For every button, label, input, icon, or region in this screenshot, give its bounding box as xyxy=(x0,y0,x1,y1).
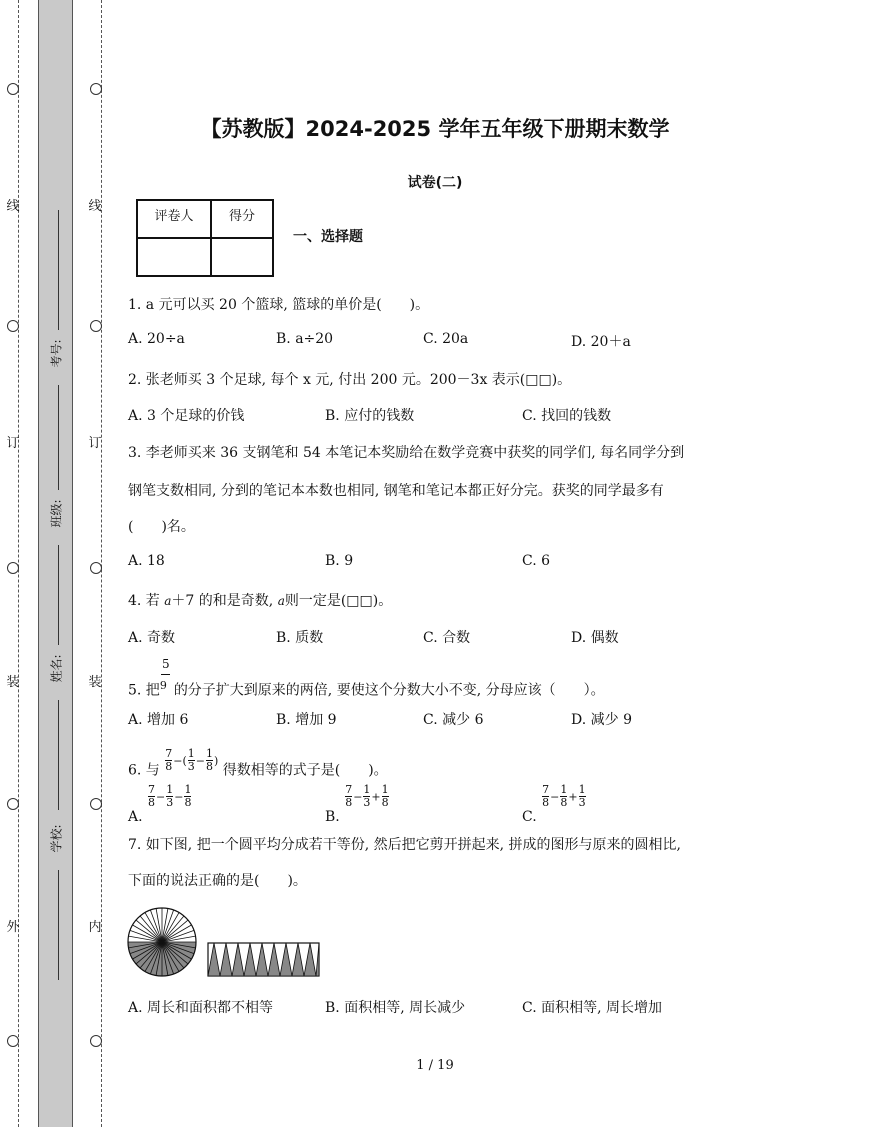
q4-middle: ＋7 的和是奇数, xyxy=(171,593,274,609)
binding-mark-staple: 订 xyxy=(6,436,20,451)
q7-option-c[interactable]: C. 面积相等, 周长增加 xyxy=(522,1000,663,1016)
question-6 xyxy=(128,748,388,780)
q4-variable: a xyxy=(164,594,172,608)
name-label: 姓名: xyxy=(49,654,64,683)
binding-hole xyxy=(7,83,19,95)
question-1: 1. a 元可以买 20 个篮球, 篮球的单价是( )。 xyxy=(128,297,430,313)
q6-option-a[interactable]: A. $\frac{7}{8}$ − $\frac{1}{3}$ − $\frac{1}{8}$ xyxy=(128,783,192,825)
exam-number-blank[interactable] xyxy=(58,210,59,330)
q4-option-b[interactable]: B. 质数 xyxy=(276,630,324,646)
question-7-line-2: 下面的说法正确的是( )。 xyxy=(128,873,307,889)
binding-hole xyxy=(7,798,19,810)
section-heading: 一、选择题 xyxy=(293,229,363,245)
q4-option-c[interactable]: C. 合数 xyxy=(423,630,471,646)
q3-option-a[interactable]: A. 18 xyxy=(128,553,165,569)
binding-mark-bind: 装 xyxy=(88,675,102,690)
q1-option-c[interactable]: C. 20a xyxy=(423,331,469,347)
q4-prefix: 4. 若 xyxy=(128,593,160,609)
binding-mark-staple: 订 xyxy=(88,436,102,451)
q5-fraction-bar xyxy=(161,674,170,675)
circle-rearrange-figure xyxy=(126,906,326,980)
binding-mark-line: 线 xyxy=(88,199,102,214)
question-5 xyxy=(128,679,605,700)
class-blank[interactable] xyxy=(58,385,59,490)
grader-header: 评卷人 xyxy=(137,200,211,238)
q5-numerator: 5 xyxy=(162,657,170,671)
q3-option-c[interactable]: C. 6 xyxy=(522,553,551,569)
q6-prefix: 6. 与 xyxy=(128,762,160,779)
rearranged-parallelogram-figure xyxy=(208,943,319,976)
binding-hole xyxy=(7,320,19,332)
q2-option-a[interactable]: A. 3 个足球的价钱 xyxy=(128,408,245,424)
q5-denominator: 9 xyxy=(159,679,167,692)
q2-option-c[interactable]: C. 找回的钱数 xyxy=(522,408,612,424)
exam-subtitle: 试卷(二) xyxy=(407,175,463,191)
binding-hole xyxy=(7,1035,19,1047)
q3-option-b[interactable]: B. 9 xyxy=(325,553,354,569)
q6-suffix: 得数相等的式子是( )。 xyxy=(222,762,388,779)
q6-option-b[interactable]: B. $\frac{7}{8}$ − $\frac{1}{3}$ + $\frac{1}{8}$ xyxy=(325,783,389,825)
score-header: 得分 xyxy=(211,200,273,238)
question-2: 2. 张老师买 3 个足球, 每个 x 元, 付出 200 元。200－3x 表示(□□)。 xyxy=(128,372,572,388)
grader-cell[interactable] xyxy=(137,238,211,276)
binding-strip xyxy=(38,0,73,1127)
q4-suffix: 则一定是(□□)。 xyxy=(284,593,393,609)
binding-hole xyxy=(7,562,19,574)
q6-option-c[interactable]: C. $\frac{7}{8}$ − $\frac{1}{8}$ + $\frac{1}{3}$ xyxy=(522,783,586,825)
q1-option-a[interactable]: A. 20÷a xyxy=(128,331,185,347)
page-number: 1 / 19 xyxy=(416,1058,454,1073)
inner-cut-line xyxy=(101,0,102,1127)
question-3-line-2: 钢笔支数相同, 分到的笔记本本数也相同, 钢笔和笔记本都正好分完。获奖的同学最多有 xyxy=(128,483,664,499)
divided-circle-figure xyxy=(128,908,196,976)
question-3-line-3: ( )名。 xyxy=(128,519,195,535)
school-blank[interactable] xyxy=(58,700,59,810)
q1-option-d[interactable]: D. 20＋a xyxy=(571,334,631,350)
exam-number-label: 考号: xyxy=(49,339,64,368)
q4-option-a[interactable]: A. 奇数 xyxy=(128,630,176,646)
score-cell[interactable] xyxy=(211,238,273,276)
q1-option-b[interactable]: B. a÷20 xyxy=(276,331,334,347)
q5-prefix: 5. 把 xyxy=(128,682,160,699)
q5-suffix: 的分子扩大到原来的两倍, 要使这个分数大小不变, 分母应该（ ）。 xyxy=(173,682,605,699)
binding-hole xyxy=(90,1035,102,1047)
binding-hole xyxy=(90,320,102,332)
class-label: 班级: xyxy=(49,499,64,528)
q5-option-c[interactable]: C. 减少 6 xyxy=(423,712,484,728)
binding-mark-bind: 装 xyxy=(6,675,20,690)
outer-cut-line xyxy=(18,0,19,1127)
score-table xyxy=(136,199,274,277)
q4-variable: a xyxy=(277,594,285,608)
q2-option-b[interactable]: B. 应付的钱数 xyxy=(325,408,415,424)
q6-expression: $\frac{7}{8}$ −( $\frac{1}{3}$ − $\frac{1}{8}$ ) xyxy=(165,747,219,773)
q5-option-a[interactable]: A. 增加 6 xyxy=(128,712,189,728)
binding-mark-inner: 内 xyxy=(88,920,102,935)
binding-hole xyxy=(90,798,102,810)
name-blank[interactable] xyxy=(58,545,59,645)
exam-title: 【苏教版】2024-2025 学年五年级下册期末数学 xyxy=(200,117,670,141)
q7-option-b[interactable]: B. 面积相等, 周长减少 xyxy=(325,1000,466,1016)
binding-mark-line: 线 xyxy=(6,199,20,214)
school-blank-ext xyxy=(58,870,59,980)
binding-mark-outer: 外 xyxy=(6,920,20,935)
q4-option-d[interactable]: D. 偶数 xyxy=(571,630,619,646)
q7-option-a[interactable]: A. 周长和面积都不相等 xyxy=(128,1000,274,1016)
question-4 xyxy=(128,590,392,610)
school-label: 学校: xyxy=(49,824,64,853)
question-7-line-1: 7. 如下图, 把一个圆平均分成若干等份, 然后把它剪开拼起来, 拼成的图形与原来的圆相比, xyxy=(128,837,681,853)
q5-option-d[interactable]: D. 减少 9 xyxy=(571,712,632,728)
q5-option-b[interactable]: B. 增加 9 xyxy=(276,712,337,728)
binding-hole xyxy=(90,562,102,574)
binding-hole xyxy=(90,83,102,95)
question-3-line-1: 3. 李老师买来 36 支钢笔和 54 本笔记本奖励给在数学竞赛中获奖的同学们, 每名同学分到 xyxy=(128,445,685,461)
